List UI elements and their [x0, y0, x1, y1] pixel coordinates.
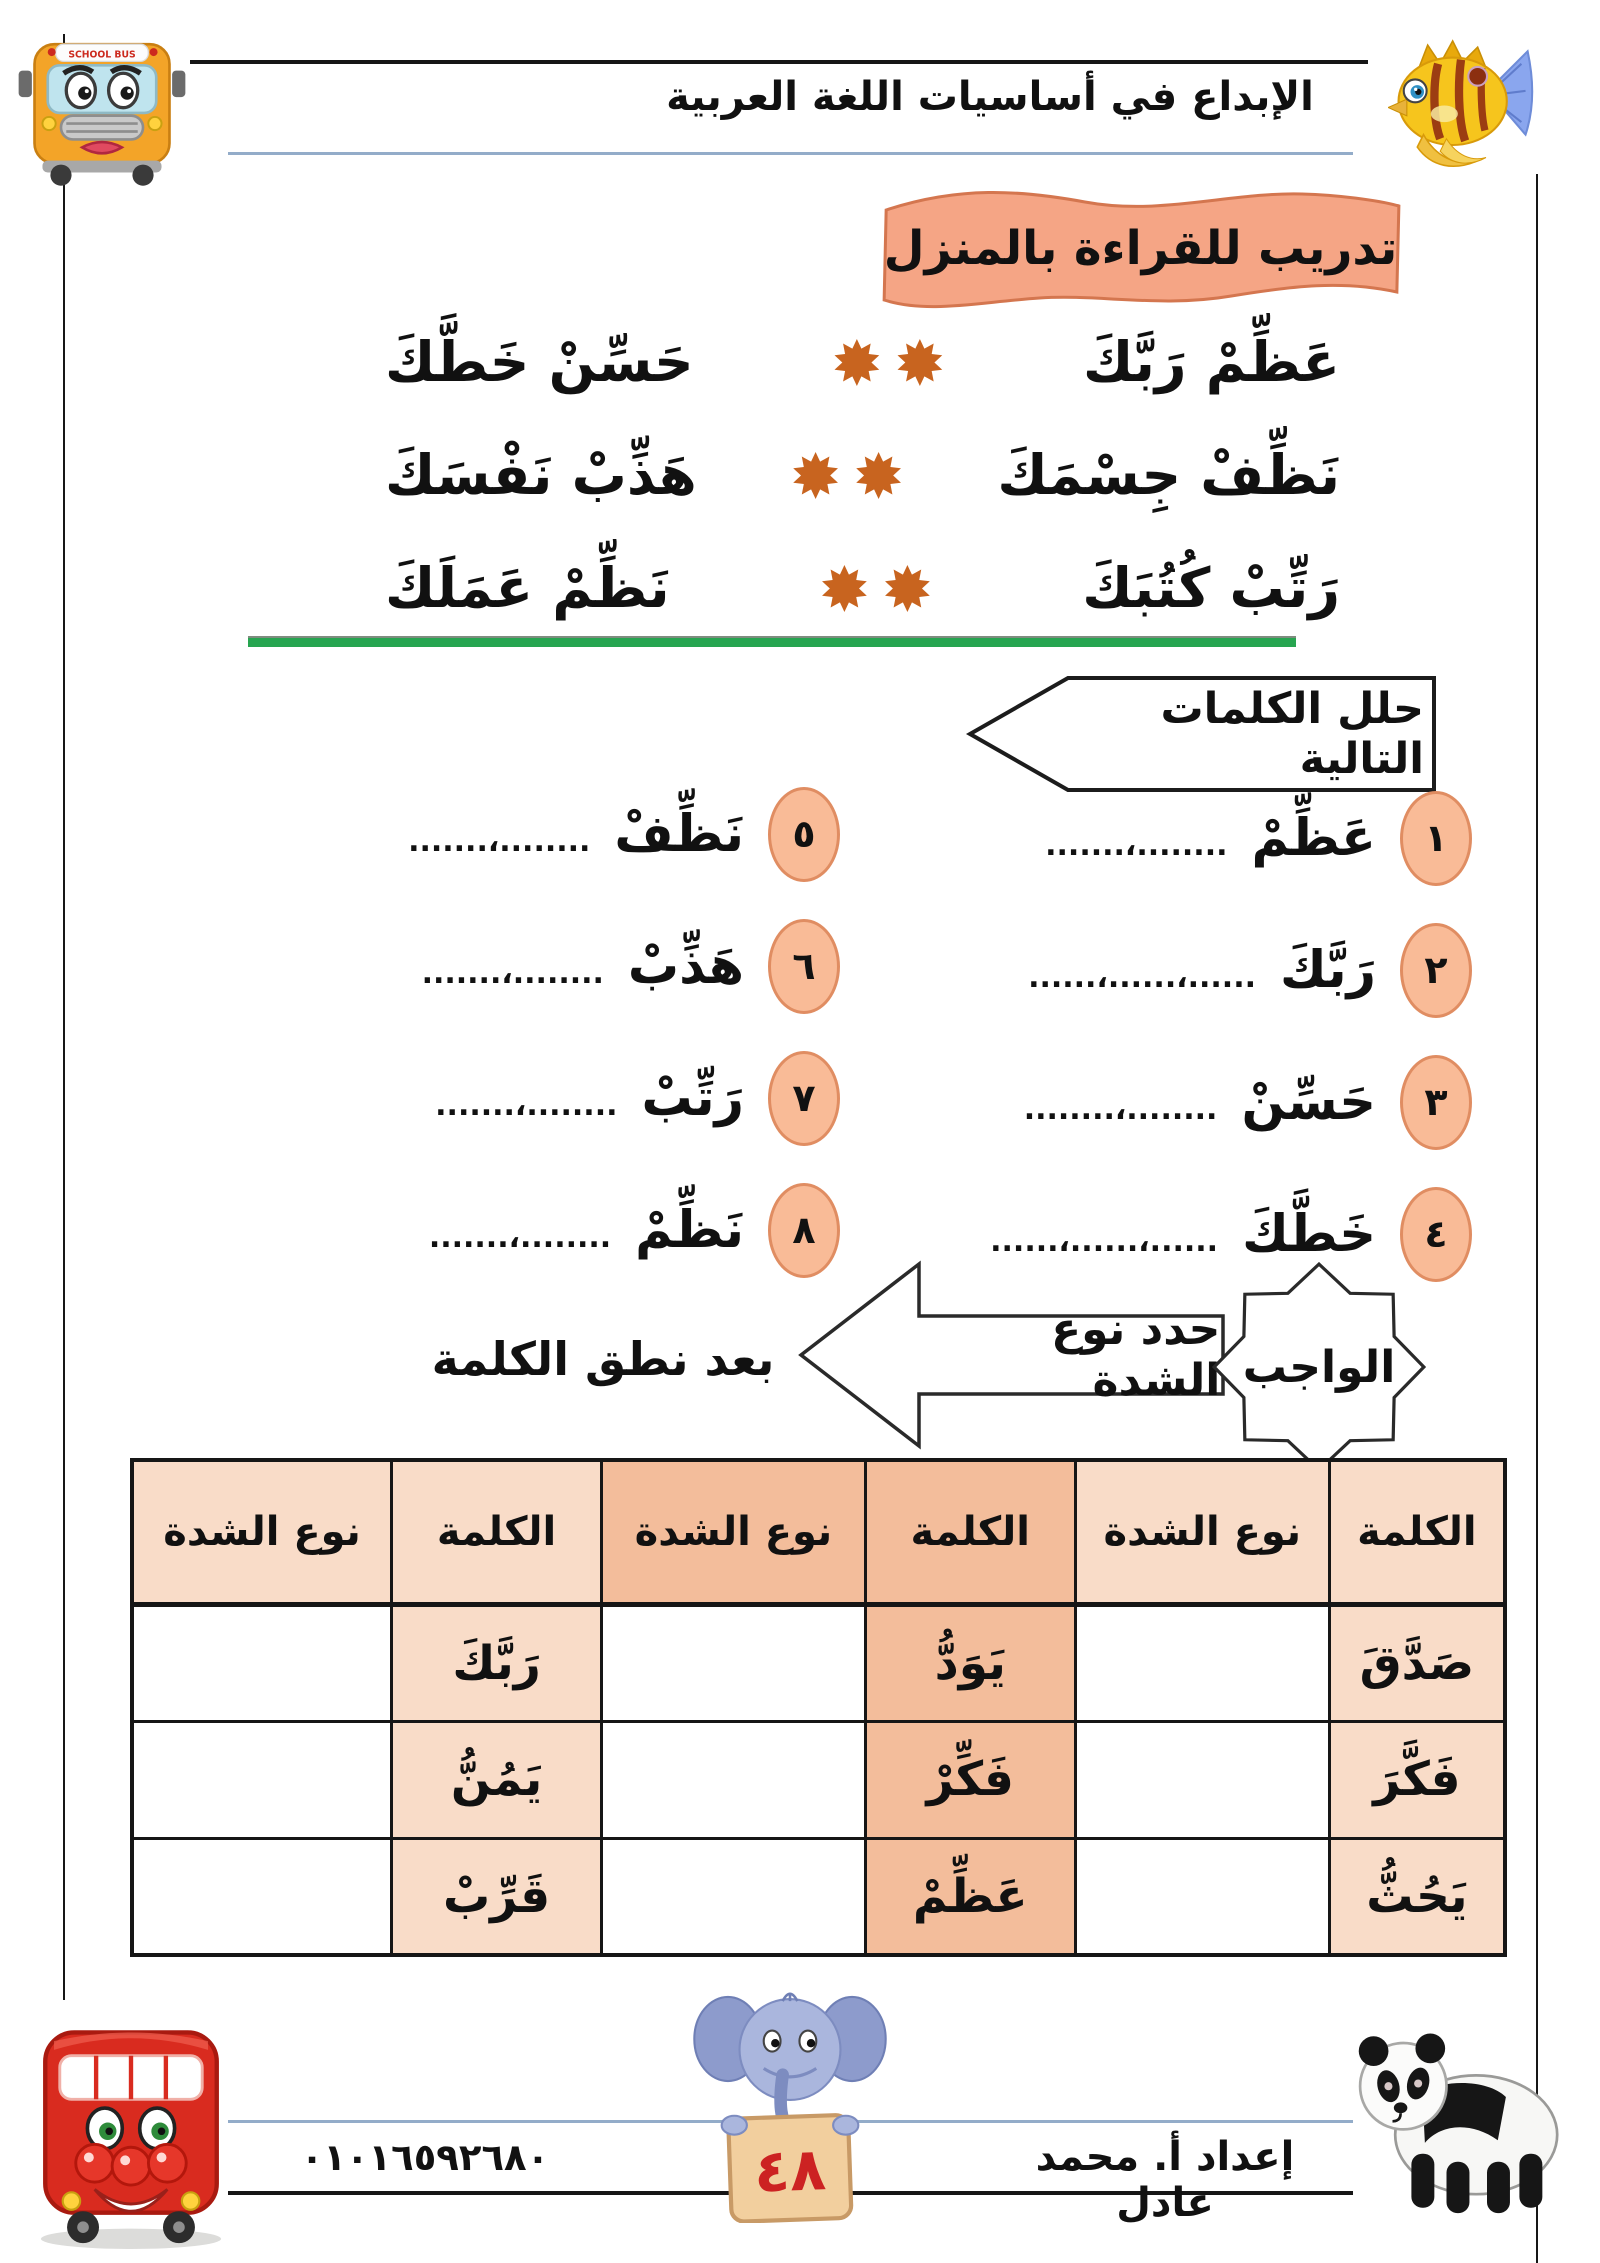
- analysis-item: [905, 1036, 1472, 1168]
- answer-cell: [1075, 1838, 1329, 1955]
- item-number-badge: ١: [1400, 791, 1472, 886]
- homework-suffix-text: بعد نطق الكلمة: [431, 1332, 775, 1386]
- pair-left-phrase: هَذِّبْ نَفْسَكَ: [385, 443, 697, 507]
- word-cell: يَمُنُّ: [392, 1721, 602, 1838]
- starburst-icon: [855, 452, 902, 499]
- reading-banner: [868, 176, 1413, 326]
- answer-cell: [602, 1838, 866, 1955]
- author-credit: إعداد أ. محمد عادل: [1035, 2134, 1295, 2226]
- column-header: نوع الشدة: [132, 1460, 392, 1604]
- pair-right-phrase: نَظِّفْ جِسْمَكَ: [997, 443, 1340, 507]
- page-number: ٤٨: [752, 2134, 828, 2206]
- answer-blank: ........،.......: [408, 823, 591, 859]
- starburst-icon: [821, 565, 868, 612]
- red-bus-illustration: [22, 2012, 240, 2252]
- answer-cell: [602, 1721, 866, 1838]
- column-header: نوع الشدة: [602, 1460, 866, 1604]
- word-cell: صَدَّقَ: [1329, 1604, 1505, 1721]
- analyze-heading-label: حلل الكلمات التالية: [1160, 684, 1424, 784]
- analysis-items-left: [195, 768, 840, 1296]
- item-number-badge: ٨: [768, 1183, 840, 1278]
- answer-cell: [132, 1721, 392, 1838]
- reading-pair-row: [385, 306, 1340, 419]
- fish-illustration: [1388, 18, 1534, 170]
- item-word: حَسِّنْ: [1241, 1072, 1376, 1132]
- item-number-badge: ٢: [1400, 923, 1472, 1018]
- homework-badge-label: الواجب: [1242, 1341, 1396, 1393]
- bus-sign-text: SCHOOL BUS: [68, 49, 136, 61]
- table-header-row: [132, 1460, 1505, 1604]
- header-blue-rule: [228, 152, 1353, 155]
- table-row: [132, 1838, 1505, 1955]
- pair-left-phrase: نَظِّمْ عَمَلَكَ: [385, 556, 670, 620]
- answer-cell: [1075, 1604, 1329, 1721]
- word-cell: فَكِّرْ: [865, 1721, 1075, 1838]
- starburst-icon: [896, 339, 943, 386]
- shadda-table: [130, 1458, 1507, 1957]
- homework-arrow: [795, 1256, 1229, 1454]
- answer-cell: [132, 1604, 392, 1721]
- answer-blank: ......،......،......: [1028, 959, 1256, 995]
- table-row: [132, 1721, 1505, 1838]
- left-page-border: [63, 34, 65, 2000]
- column-header: نوع الشدة: [1075, 1460, 1329, 1604]
- column-header: الكلمة: [392, 1460, 602, 1604]
- item-word: رَبَّكَ: [1280, 940, 1376, 1000]
- starburst-icon: [792, 452, 839, 499]
- homework-arrow-label: حدد نوع الشدة: [1051, 1304, 1221, 1406]
- item-number-badge: ٤: [1400, 1187, 1472, 1282]
- pair-right-phrase: رَتِّبْ كُتُبَكَ: [1082, 556, 1340, 620]
- item-number-badge: ٦: [768, 919, 840, 1014]
- header-top-rule: [190, 60, 1368, 64]
- analysis-item: [195, 900, 840, 1032]
- word-cell: رَبَّكَ: [392, 1604, 602, 1721]
- answer-blank: ........،.......: [428, 1219, 612, 1255]
- word-cell: يَوَدُّ: [865, 1604, 1075, 1721]
- panda-illustration: [1352, 2016, 1568, 2232]
- star-separator: [792, 452, 902, 499]
- answer-blank: ........،.......: [1045, 827, 1228, 863]
- answer-blank: ......،......،......: [990, 1223, 1219, 1259]
- answer-cell: [602, 1604, 866, 1721]
- reading-pair-row: [385, 419, 1340, 532]
- column-header: الكلمة: [865, 1460, 1075, 1604]
- analysis-item: [905, 772, 1472, 904]
- right-page-border: [1536, 174, 1538, 2263]
- column-header: الكلمة: [1329, 1460, 1505, 1604]
- table-row: [132, 1604, 1505, 1721]
- analysis-item: [905, 904, 1472, 1036]
- item-word: نَظِّمْ: [635, 1200, 744, 1260]
- green-divider: [248, 636, 1296, 647]
- homework-badge: [1212, 1262, 1426, 1472]
- reading-pairs: [385, 306, 1340, 645]
- school-bus-illustration: [16, 30, 188, 188]
- item-word: نَظِّفْ: [614, 804, 744, 864]
- reading-banner-title: تدريب للقراءة بالمنزل: [883, 220, 1398, 276]
- pair-left-phrase: حَسِّنْ خَطَّكَ: [385, 330, 694, 394]
- reading-pair-row: [385, 532, 1340, 645]
- word-cell: يَحُثُّ: [1329, 1838, 1505, 1955]
- item-word: رَتِّبْ: [641, 1068, 744, 1128]
- page-title: الإبداع في أساسيات اللغة العربية: [666, 74, 1314, 120]
- item-number-badge: ٥: [768, 787, 840, 882]
- word-cell: عَظِّمْ: [865, 1838, 1075, 1955]
- star-separator: [833, 339, 943, 386]
- analysis-item: [195, 768, 840, 900]
- answer-cell: [132, 1838, 392, 1955]
- star-separator: [821, 565, 931, 612]
- answer-blank: ........،.......: [421, 955, 604, 991]
- starburst-icon: [833, 339, 880, 386]
- analysis-item: [195, 1164, 840, 1296]
- answer-blank: ........،.......: [435, 1087, 618, 1123]
- elephant-page-number-illustration: [690, 1978, 890, 2223]
- analysis-item: [195, 1032, 840, 1164]
- pair-right-phrase: عَظِّمْ رَبَّكَ: [1083, 330, 1340, 394]
- word-cell: قَرِّبْ: [392, 1838, 602, 1955]
- starburst-icon: [884, 565, 931, 612]
- item-word: خَطَّكَ: [1242, 1204, 1376, 1264]
- analysis-items-right: [905, 772, 1472, 1300]
- answer-cell: [1075, 1721, 1329, 1838]
- item-number-badge: ٣: [1400, 1055, 1472, 1150]
- answer-blank: ........،........: [1023, 1091, 1218, 1127]
- phone-number: ٠١٠١٦٥٩٢٦٨٠: [300, 2136, 550, 2179]
- word-cell: فَكَّرَ: [1329, 1721, 1505, 1838]
- item-word: عَظِّمْ: [1251, 808, 1376, 868]
- item-number-badge: ٧: [768, 1051, 840, 1146]
- item-word: هَذِّبْ: [627, 936, 744, 996]
